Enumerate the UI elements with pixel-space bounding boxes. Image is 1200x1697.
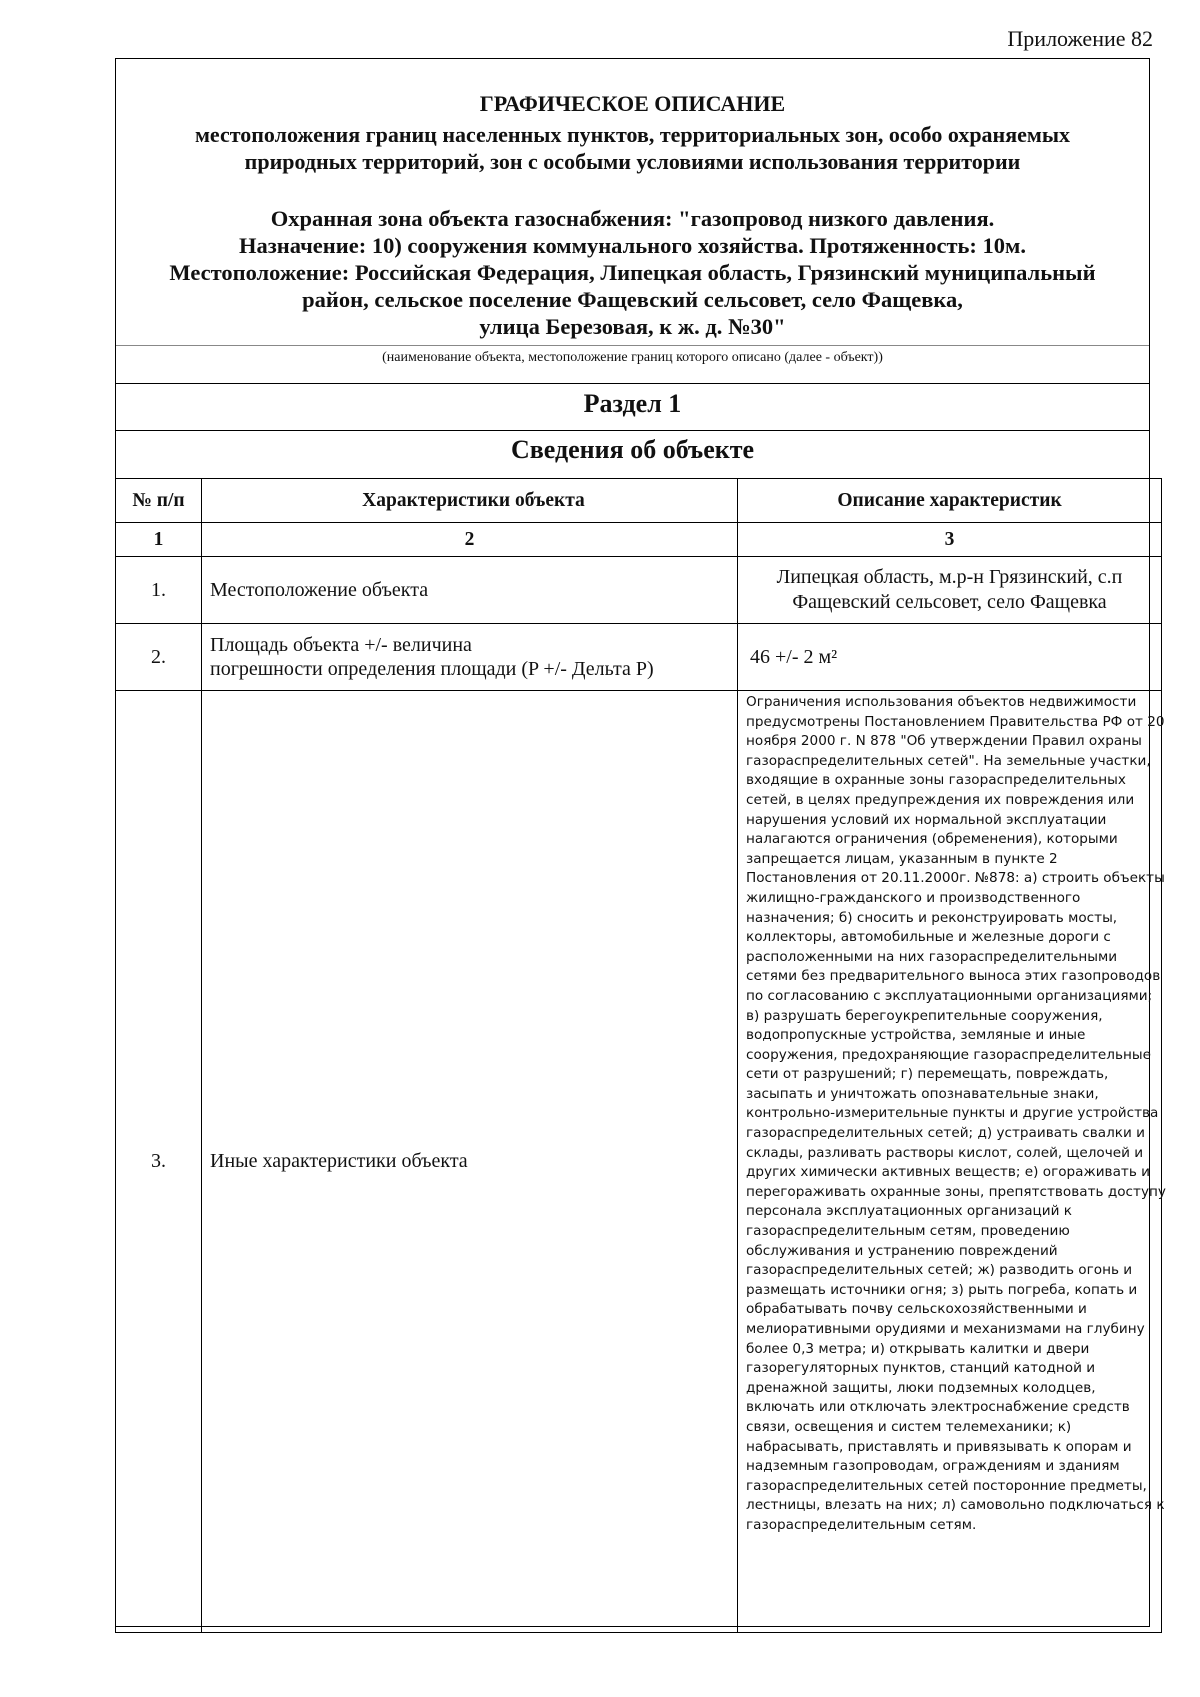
restriction-line: сооружения, предохраняющие газораспределительные (746, 1046, 1151, 1063)
restriction-line: контрольно-измерительные пункты и другие устройства (746, 1105, 1159, 1122)
object-line: улица Березовая, к ж. д. №30" (479, 314, 786, 339)
restriction-line: мелиоративными орудиями и механизмами на глубину (746, 1321, 1145, 1337)
subtitle-line: природных территорий, зон с особыми условиями использования территории (244, 149, 1021, 174)
restriction-line: коллекторы, автомобильные и железные дороги с (746, 929, 1111, 946)
restriction-line: нарушения условий их нормальной эксплуатации (746, 811, 1107, 828)
restriction-line: лестницы, влезать на них; л) самовольно подключаться к (746, 1497, 1165, 1514)
restriction-line: запрещается лицам, указанным в пункте 2 (746, 850, 1058, 867)
row-characteristic: Местоположение объекта (202, 557, 738, 624)
restriction-line: других химически активных веществ; е) огораживать и (746, 1164, 1150, 1181)
table-row (116, 624, 1162, 691)
row-characteristic: Иные характеристики объекта (202, 691, 738, 1633)
restriction-line: газорегуляторных пунктов, станций катодной и (746, 1360, 1096, 1377)
divider (116, 383, 1149, 384)
restriction-line: дренажной защиты, люки подземных колодцев, (746, 1379, 1096, 1396)
object-line: район, сельское поселение Фащевский сельсовет, село Фащевка, (302, 287, 963, 312)
restrictions-text (738, 691, 1166, 1633)
restriction-line: обслуживания и устранению повреждений (746, 1242, 1058, 1259)
restriction-line: Ограничения использования объектов недвижимости (746, 694, 1137, 710)
column-number-row (116, 523, 1162, 557)
restriction-line: персонала эксплуатационных организаций к (746, 1203, 1073, 1220)
document-title: ГРАФИЧЕСКОЕ ОПИСАНИЕ (479, 91, 786, 116)
restriction-line: газораспределительным сетям, проведению (746, 1223, 1070, 1240)
restriction-line: Постановления от 20.11.2000г. №878: а) строить объекты (746, 870, 1165, 887)
restriction-line: надземным газопроводам, ограждениям и зданиям (746, 1458, 1120, 1475)
object-line: Назначение: 10) сооружения коммунального хозяйства. Протяженность: 10м. (239, 233, 1026, 258)
restriction-line: склады, разливать растворы кислот, солей, щелочей и (746, 1144, 1144, 1161)
restriction-line: ноября 2000 г. N 878 "Об утверждении Правил охраны (746, 733, 1142, 750)
document-subtitle (116, 121, 1149, 175)
restriction-line: сетями без предварительного выноса этих газопроводов (746, 968, 1161, 985)
restriction-line: газораспределительных сетей; ж) разводить огонь и (746, 1262, 1133, 1279)
divider (116, 430, 1149, 431)
restriction-line: размещать источники огня; з) рыть погреба, копать и (746, 1281, 1138, 1298)
object-line: Местоположение: Российская Федерация, Липецкая область, Грязинский муниципальный (169, 260, 1096, 285)
restriction-line: включать или отключать электроснабжение средств (746, 1399, 1130, 1416)
header-cell-num: № п/п (116, 479, 202, 523)
restriction-line: входящие в охранные зоны газораспределительных (746, 772, 1126, 789)
restriction-line: газораспределительных сетей". На земельные участки, (746, 752, 1151, 769)
characteristic-line: Площадь объекта +/- величина (210, 634, 472, 656)
restriction-line: назначения; б) сносить и реконструировать мосты, (746, 909, 1118, 926)
restriction-line: перегораживать охранные зоны, препятствовать доступу (746, 1183, 1166, 1200)
characteristic-line: погрешности определения площади (P +/- Дельта P) (210, 658, 654, 680)
document-frame (115, 58, 1166, 1627)
restriction-line: расположенными на них газораспределительными (746, 948, 1118, 965)
object-caption: (наименование объекта, местоположение границ которого описано (далее - объект)) (382, 350, 883, 365)
restriction-line: жилищно-гражданского и производственного (746, 889, 1081, 906)
appendix-label: Приложение 82 (1007, 26, 1153, 51)
restriction-line: водопропускные устройства, земляные и иные (746, 1027, 1086, 1044)
restriction-line: связи, освещения и систем телемеханики; к) (746, 1418, 1072, 1435)
restriction-line: более 0,3 метра; и) открывать калитки и двери (746, 1340, 1090, 1357)
restriction-line: засыпать и уничтожать опознавательные знаки, (746, 1085, 1099, 1102)
row-description: 46 +/- 2 м² (738, 624, 1162, 691)
document-header (116, 59, 1149, 349)
column-number: 1 (116, 523, 202, 557)
object-info-table (115, 478, 1166, 1633)
table-row (116, 691, 1162, 1633)
header-cell-characteristic: Характеристики объекта (202, 479, 738, 523)
column-number: 2 (202, 523, 738, 557)
object-line: Охранная зона объекта газоснабжения: "газопровод низкого давления. (270, 206, 995, 231)
restriction-line: газораспределительным сетям. (746, 1516, 977, 1533)
row-number: 2. (116, 624, 202, 691)
description-line: Липецкая область, м.р-н Грязинский, с.п (776, 566, 1123, 588)
description-line: Фащевский сельсовет, село Фащевка (792, 591, 1107, 613)
restriction-line: сетей, в целях предупреждения их повреждения или (746, 791, 1135, 808)
row-description (738, 557, 1162, 624)
restriction-line: набрасывать, приставлять и привязывать к опорам и (746, 1438, 1132, 1455)
restriction-line: газораспределительных сетей; д) устраивать свалки и (746, 1125, 1145, 1142)
row-number: 3. (116, 691, 202, 1633)
restriction-line: в) разрушать берегоукрепительные сооружения, (746, 1007, 1103, 1024)
restriction-line: газораспределительных сетей посторонние предметы, (746, 1477, 1147, 1494)
restriction-line: налагаются ограничения (обременения), которыми (746, 831, 1118, 848)
section-name: Сведения об объекте (510, 435, 755, 464)
subtitle-line: местоположения границ населенных пунктов, территориальных зон, особо охраняемых (194, 122, 1071, 147)
object-description (116, 205, 1149, 340)
divider (116, 345, 1149, 346)
table-row (116, 557, 1162, 624)
restriction-line: сети от разрушений; г) перемещать, повреждать, (746, 1066, 1109, 1083)
header-cell-description: Описание характеристик (738, 479, 1162, 523)
row-number: 1. (116, 557, 202, 624)
table-header-row (116, 479, 1162, 523)
section-number: Раздел 1 (583, 389, 682, 418)
row-characteristic (202, 624, 738, 691)
restriction-line: по согласованию с эксплуатационными организациями; (746, 987, 1153, 1004)
restriction-line: обрабатывать почву сельскохозяйственными и (746, 1301, 1087, 1318)
column-number: 3 (738, 523, 1162, 557)
restriction-line: предусмотрены Постановлением Правительства РФ от 20 (746, 713, 1165, 730)
